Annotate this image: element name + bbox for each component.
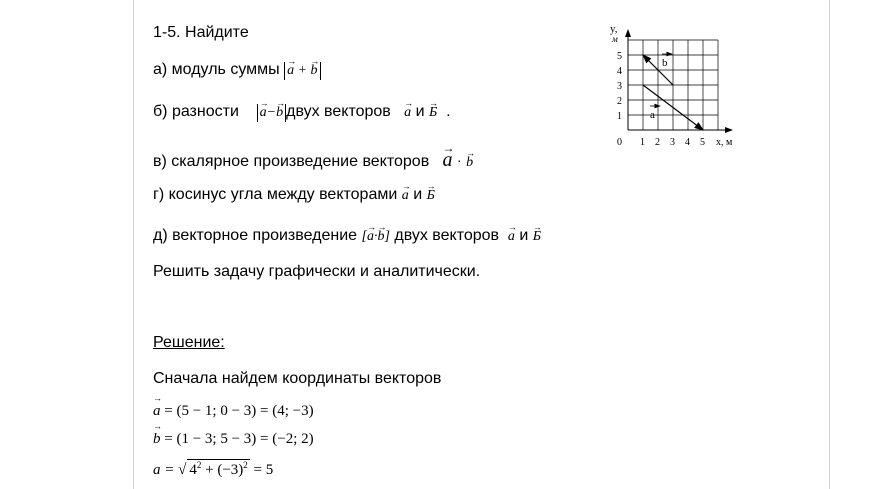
task-item-e-label: д) векторное произведение (153, 227, 358, 244)
y-tick-label: 1 (617, 111, 622, 122)
vector-a-symbol: → a (260, 104, 267, 122)
task-item-d-label: г) косинус угла между векторами (153, 186, 398, 203)
origin-label: 0 (617, 137, 622, 148)
y-tick-label: 2 (617, 96, 622, 107)
task-item-a-label: а) модуль суммы (153, 61, 280, 78)
task-item-d (153, 185, 435, 206)
vector-a-symbol: → a (508, 227, 515, 247)
dot-operator: · (457, 155, 462, 170)
formula-b-value: = (1 − 3; 5 − 3) = (−2; 2) (164, 431, 314, 447)
vector-b-symbol: → b (153, 431, 161, 448)
x-tick-label: 1 (640, 137, 645, 148)
vector-b-symbol: → b (377, 227, 384, 247)
sqrt-radicand: $4^2 + (-3)^2$ (189, 460, 248, 478)
vector-a-label: a (650, 109, 655, 121)
y-tick-label: 4 (617, 66, 622, 77)
and-word: и (415, 103, 425, 120)
vector-b-symbol: → Б (429, 103, 437, 123)
vector-a-symbol: → a (153, 403, 161, 420)
task-title: 1-5. Найдите (153, 24, 249, 41)
task-item-b (153, 102, 451, 123)
x-axis-label: x, м (716, 137, 733, 148)
page-right-edge (829, 0, 830, 489)
solution-intro: Сначала найдем координаты векторов (153, 370, 442, 387)
formula-vector-a (153, 403, 314, 420)
modulus-lhs: a = (153, 462, 175, 478)
page-left-edge (133, 0, 134, 489)
period: . (446, 103, 451, 120)
vector-a-symbol: → a (287, 62, 294, 80)
y-axis-unit: м (612, 34, 618, 44)
x-tick-label: 4 (685, 137, 690, 148)
difference-modulus-expression: → a−→ b (257, 104, 286, 122)
task-item-e-tail: двух векторов (394, 227, 500, 244)
vector-b-label: b (662, 57, 668, 69)
vector-a-symbol: → a (443, 150, 453, 170)
sum-modulus-expression: → a + → b (284, 62, 320, 80)
sqrt-sign: √ (178, 462, 187, 478)
and-word: и (519, 227, 529, 244)
vector-b-symbol: → b (466, 153, 473, 173)
vector-a-symbol: → a (402, 186, 409, 206)
graph-ticks (617, 51, 705, 148)
x-tick-label: 3 (670, 137, 675, 148)
task-item-a (153, 60, 321, 80)
and-word: и (413, 186, 423, 203)
vector-b-symbol: → b (276, 104, 283, 122)
task-item-e (153, 226, 541, 247)
vector-b-symbol: → Б (533, 227, 541, 247)
task-instruction: Решить задачу графически и аналитически. (153, 263, 481, 280)
formula-a-value: = (5 − 1; 0 − 3) = (4; −3) (164, 403, 314, 419)
y-tick-label: 5 (617, 51, 622, 62)
vector-a-symbol: → a (367, 227, 374, 247)
task-item-b-tail: двух векторов (286, 103, 391, 120)
x-tick-label: 5 (700, 137, 705, 148)
vector-graph (608, 18, 768, 153)
task-item-c (153, 150, 473, 173)
formula-modulus-a (153, 459, 273, 479)
task-item-c-label: в) скалярное произведение векторов (153, 153, 430, 170)
vector-b-symbol: → b (311, 62, 318, 80)
graph-grid (628, 30, 732, 130)
vector-b-symbol: → Б (427, 186, 435, 206)
cross-product-expression: [→ a·→ b] (362, 229, 390, 244)
x-tick-label: 2 (655, 137, 660, 148)
formula-vector-b (153, 431, 314, 448)
y-axis-label: y, (610, 23, 618, 35)
modulus-rhs: = 5 (249, 462, 274, 478)
solution-heading: Решение: (153, 334, 225, 351)
task-item-b-label: б) разности (153, 103, 239, 120)
y-tick-label: 3 (617, 81, 622, 92)
vector-a-symbol: → a (404, 103, 411, 123)
